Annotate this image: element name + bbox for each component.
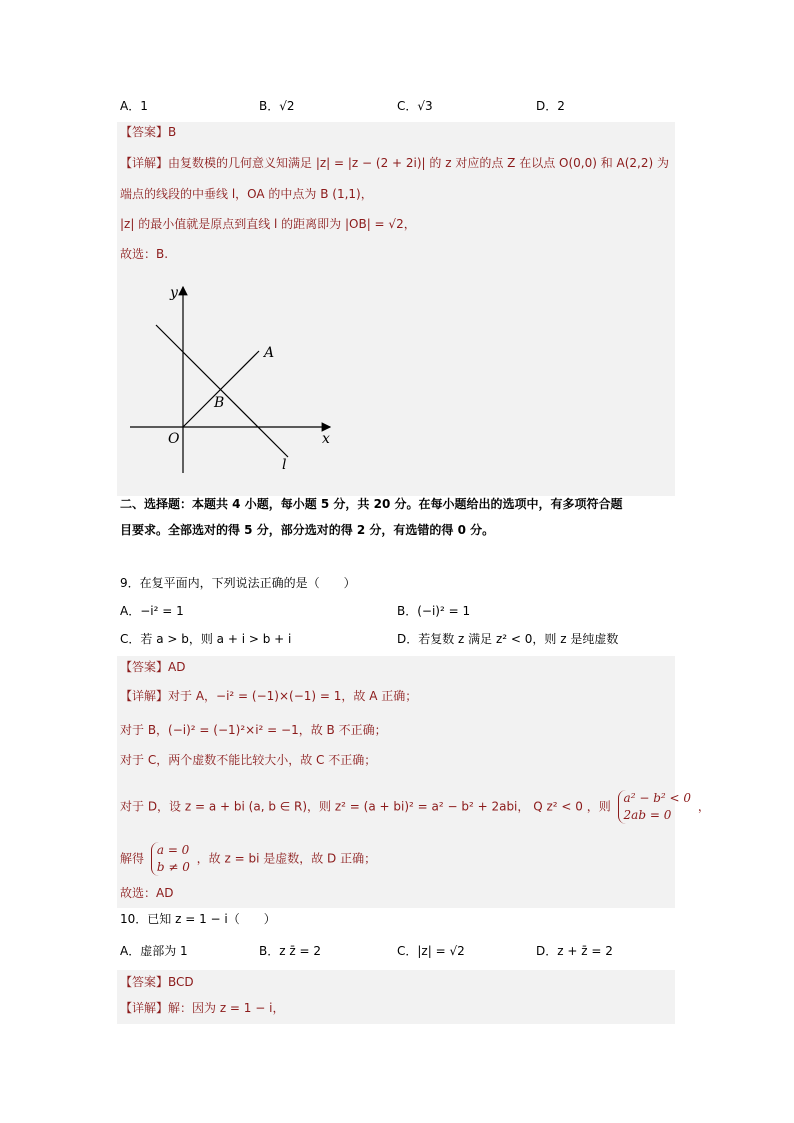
q10-option-a: A．虚部为 1 — [120, 944, 188, 958]
q9-option-d: D．若复数 z 满足 z² < 0，则 z 是纯虚数 — [397, 632, 619, 646]
system-2-eq-1: a = 0 — [156, 843, 190, 857]
q9-detail-line-3: 对于 C，两个虚数不能比较大小，故 C 不正确； — [120, 753, 377, 767]
q9-detail-line-5-prefix: 解得 — [120, 851, 145, 866]
system-1-eq-2: 2ab = 0 — [623, 808, 672, 822]
q10-option-d: D．z + z̄ = 2 — [536, 944, 613, 958]
q8-answer: 【答案】B — [120, 125, 177, 139]
q8-option-d: D．2 — [536, 99, 565, 113]
label-a: A — [264, 345, 275, 361]
label-x: x — [322, 431, 330, 447]
q8-detail-line-1: 【详解】由复数模的几何意义知满足 |z| = |z − (2 + 2i)| 的 z 对应的点 Z 在以点 O(0,0) 和 A(2,2) 为 — [120, 156, 670, 170]
system-1-eq-1: a² − b² < 0 — [623, 791, 692, 805]
label-y: y — [170, 285, 178, 301]
q9-stem: 9．在复平面内，下列说法正确的是（ ） — [120, 576, 356, 590]
equation-system-2 — [151, 842, 190, 876]
q8-option-a: A．1 — [120, 99, 148, 113]
q10-option-b: B．z z̄ = 2 — [259, 944, 321, 958]
q9-detail-line-6: 故选：AD — [120, 886, 174, 900]
q9-detail-line-4-comma: ， — [697, 799, 710, 814]
q8-detail-line-2: 端点的线段的中垂线 l，OA 的中点为 B (1,1)， — [120, 187, 373, 201]
equation-system-1 — [618, 790, 691, 824]
q9-detail-line-5 — [120, 842, 376, 876]
q9-detail-line-1: 【详解】对于 A，−i² = (−1)×(−1) = 1，故 A 正确； — [120, 689, 418, 703]
label-o: O — [168, 431, 180, 447]
system-2-eq-2: b ≠ 0 — [156, 860, 190, 874]
q9-option-b: B．(−i)² = 1 — [397, 604, 471, 618]
q9-option-c: C．若 a > b，则 a + i > b + i — [120, 632, 292, 646]
q10-answer: 【答案】BCD — [120, 975, 194, 989]
q8-option-b: B．√2 — [259, 99, 295, 113]
q8-detail-line-4: 故选：B. — [120, 247, 169, 261]
q10-stem: 10．已知 z = 1 − i（ ） — [120, 912, 276, 926]
q9-detail-line-5-suffix: ，故 z = bi 是虚数，故 D 正确； — [196, 851, 377, 866]
label-b: B — [214, 395, 225, 411]
q8-detail-line-3: |z| 的最小值就是原点到直线 l 的距离即为 |OB| = √2， — [120, 217, 416, 231]
q10-option-c: C．|z| = √2 — [397, 944, 465, 958]
q8-option-c: C．√3 — [397, 99, 433, 113]
q9-option-a: A．−i² = 1 — [120, 604, 184, 618]
q9-detail-line-2: 对于 B，(−i)² = (−1)²×i² = −1，故 B 不正确； — [120, 723, 387, 737]
segment-oa — [183, 351, 259, 427]
q10-detail-line-1: 【详解】解：因为 z = 1 − i， — [120, 1001, 285, 1015]
q9-detail-line-4-text: 对于 D，设 z = a + bi (a, b ∈ R)，则 z² = (a + bi)² = a² − b² + 2abi， Q z² < 0 ，则 — [120, 799, 611, 814]
section-2-line-2: 目要求。全部选对的得 5 分，部分选对的得 2 分，有选错的得 0 分。 — [120, 523, 495, 537]
geometry-figure — [118, 275, 348, 485]
section-2-line-1: 二、选择题：本题共 4 小题，每小题 5 分，共 20 分。在每小题给出的选项中，有多项符合题 — [120, 497, 623, 511]
label-l: l — [282, 457, 287, 473]
q9-detail-line-4 — [120, 790, 710, 824]
q9-answer: 【答案】AD — [120, 660, 186, 674]
